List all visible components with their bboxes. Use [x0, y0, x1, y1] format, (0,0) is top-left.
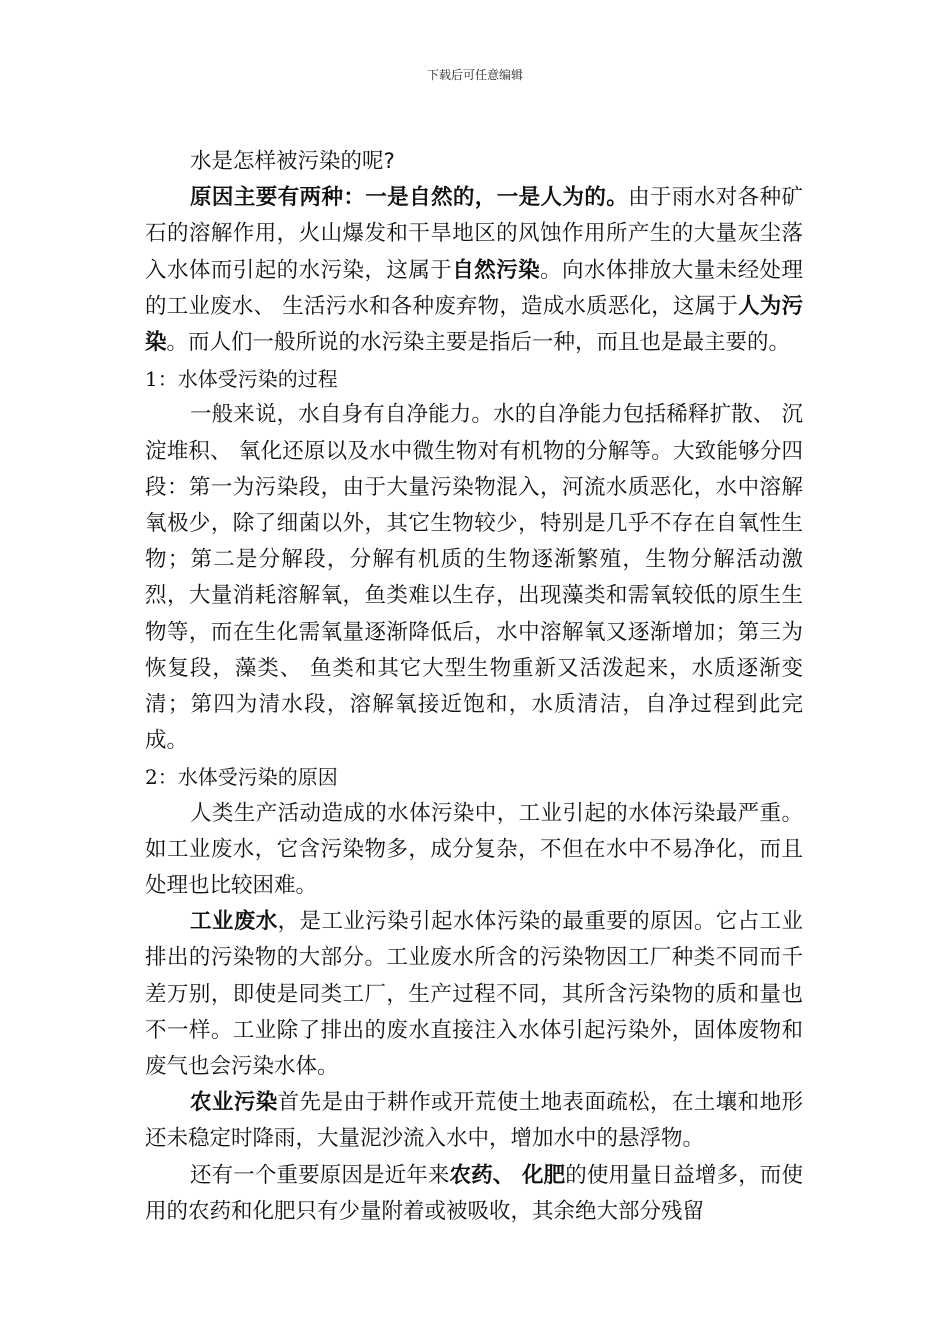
- paragraph-industrial-wastewater: [145, 904, 803, 1085]
- bold-agricultural-pollution: 农业污染: [190, 1090, 278, 1116]
- text-natural-desc: 由于雨水对各种矿石的溶解作用，火山爆发和干旱地区的风蚀作用所产生的大量灰尘落入水体而引起的水污染，这属于: [145, 185, 803, 283]
- paragraph-self-purification: 一般来说，水自身有自净能力。水的自净能力包括稀释扩散、 沉淀堆积、 氧化还原以及水中微生物对有机物的分解等。大致能够分四段：第一为污染段，由于大量污染物混入，河流水质恶化，水中溶解氧极少，除了细菌以外，其它生物较少，特别是几乎不存在自氧性生物；第二是分解段，分解有机质的生物逐渐繁殖，生物分解活动激烈，大量消耗溶解氧，鱼类难以生存，出现藻类和需氧较低的原生生物等，而在生化需氧量逐渐降低后，水中溶解氧又逐渐增加；第三为恢复段，藻类、 鱼类和其它大型生物重新又活泼起来，水质逐渐变清；第四为清水段，溶解氧接近饱和，水质清洁，自净过程到此完成。: [145, 402, 803, 754]
- text-agricultural: 首先是由于耕作或开荒使土地表面疏松，在土壤和地形还未稳定时降雨，大量泥沙流入水中，增加水中的悬浮物。: [145, 1090, 803, 1152]
- paragraph-agricultural: [145, 1085, 803, 1157]
- bold-pesticides-fertilizers: 农药、 化肥: [449, 1162, 566, 1188]
- bold-industrial-wastewater: 工业废水: [190, 909, 278, 935]
- text-pesticides-rest: 的使用量日益增多，而使用的农药和化肥只有少量附着或被吸收，其余绝大部分残留: [145, 1162, 803, 1224]
- bold-human-pollution: 人为污染: [145, 293, 803, 356]
- bold-natural-pollution: 自然污染: [452, 257, 541, 283]
- paragraph-causes: [145, 180, 803, 361]
- bold-causes-summary: 原因主要有两种：一是自然的，一是人为的。: [190, 185, 629, 211]
- section-heading-process: 1：水体受污染的过程: [145, 367, 338, 392]
- text-industrial-wastewater: ，是工业污染引起水体污染的最重要的原因。它占工业排出的污染物的大部分。工业废水所含的污染物因工厂种类不同而千差万别，即使是同类工厂，生产过程不同，其所含污染物的质和量也不一样。工业除了排出的废水直接注入水体引起污染外，固体废物和废气也会污染水体。: [145, 909, 803, 1080]
- paragraph-pesticides: [145, 1158, 803, 1230]
- text-conclusion: 。而人们一般所说的水污染主要是指后一种，而且也是最主要的。: [166, 330, 791, 356]
- document-body: [145, 144, 803, 1230]
- page-header: 下载后可任意编辑: [426, 68, 523, 82]
- paragraph-question: 水是怎样被污染的呢?: [190, 149, 395, 174]
- paragraph-industrial-intro: 人类生产活动造成的水体污染中，工业引起的水体污染最严重。如工业废水，它含污染物多，成分复杂，不但在水中不易净化，而且处理也比较困难。: [145, 800, 803, 899]
- text-pesticides-intro: 还有一个重要原因是近年来: [190, 1162, 450, 1188]
- section-heading-reasons: 2：水体受污染的原因: [145, 765, 338, 790]
- text-human-desc: 。向水体排放大量未经处理的工业废水、 生活污水和各种废弃物，造成水质恶化，这属于: [145, 257, 803, 319]
